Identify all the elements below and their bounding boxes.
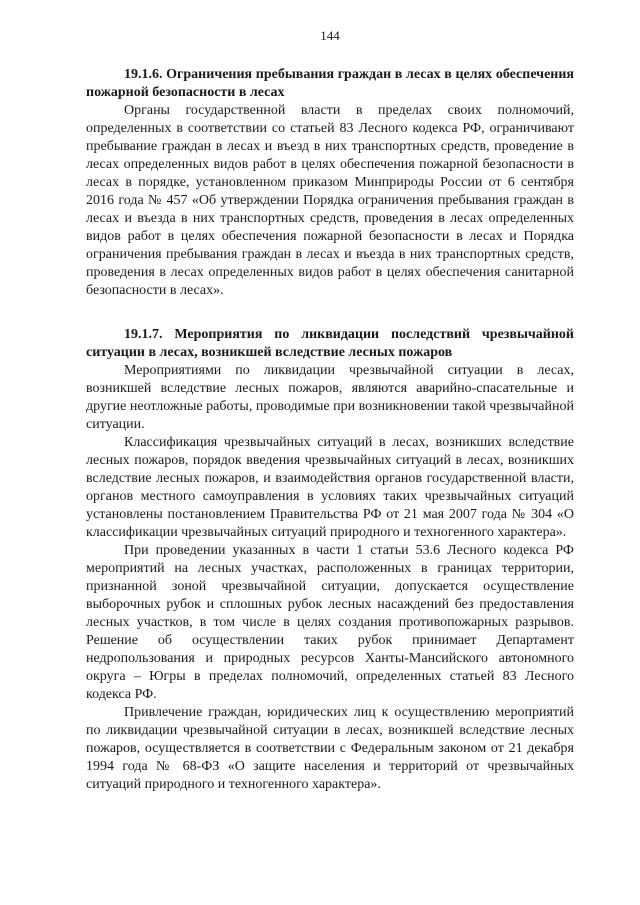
section-spacer: [86, 300, 574, 326]
paragraph: Привлечение граждан, юридических лиц к осуществлению мероприятий по ликвидации чрезвычайной ситуации в лесах, возникшей вследствие лесных пожаров, осуществляется в соответствии с Федеральным законом от 21 декабря 1994 года № 68-ФЗ «О защите населения и территорий от чрезвычайных ситуаций природного и техногенного характера».: [86, 705, 574, 792]
section-heading: 19.1.6. Ограничения пребывания граждан в лесах в целях обеспечения пожарной безопасности в лесах: [86, 67, 574, 100]
paragraph: Классификация чрезвычайных ситуаций в лесах, возникших вследствие лесных пожаров, порядок введения чрезвычайных ситуаций в лесах, возникших вследствие лесных пожаров, и взаимодействия органов государственной власти, органов местного самоуправления в условиях таких чрезвычайных ситуаций установлены постановлением Правительства РФ от 21 мая 2007 года № 304 «О классификации чрезвычайных ситуаций природного и техногенного характера».: [86, 435, 574, 540]
document-page: [86, 28, 574, 794]
section-19-1-6: [86, 66, 574, 300]
page-number: 144: [320, 28, 340, 43]
paragraph: Мероприятиями по ликвидации чрезвычайной ситуации в лесах, возникшей вследствие лесных пожаров, являются аварийно-спасательные и другие неотложные работы, проводимые при возникновении такой чрезвычайной ситуации.: [86, 363, 574, 432]
paragraph: Органы государственной власти в пределах своих полномочий, определенных в соответствии со статьей 83 Лесного кодекса РФ, ограничивают пребывание граждан в лесах и въезд в них транспортных средств, проведение в лесах определенных видов работ в целях обеспечения пожарной безопасности в лесах в порядке, установленном приказом Минприроды России от 6 сентября 2016 года № 457 «Об утверждении Порядка ограничения пребывания граждан в лесах и въезда в них транспортных средств, проведения в лесах определенных видов работ в целях обеспечения пожарной безопасности в лесах и Порядка ограничения пребывания граждан в лесах и въезда в них транспортных средств, проведения в лесах определенных видов работ в целях обеспечения санитарной безопасности в лесах».: [86, 103, 574, 298]
section-heading: 19.1.7. Мероприятия по ликвидации последствий чрезвычайной ситуации в лесах, возникшей вследствие лесных пожаров: [86, 327, 574, 360]
paragraph: При проведении указанных в части 1 статьи 53.6 Лесного кодекса РФ мероприятий на лесных участках, расположенных в границах территории, признанной зоной чрезвычайной ситуации, допускается осуществление выборочных рубок и сплошных рубок лесных насаждений без предоставления лесных участков, в том числе в целях создания противопожарных разрывов. Решение об осуществлении таких рубок принимает Департамент недропользования и природных ресурсов Ханты-Мансийского автономного округа – Югры в пределах полномочий, определенных статьей 83 Лесного кодекса РФ.: [86, 543, 574, 702]
section-19-1-7: [86, 326, 574, 794]
